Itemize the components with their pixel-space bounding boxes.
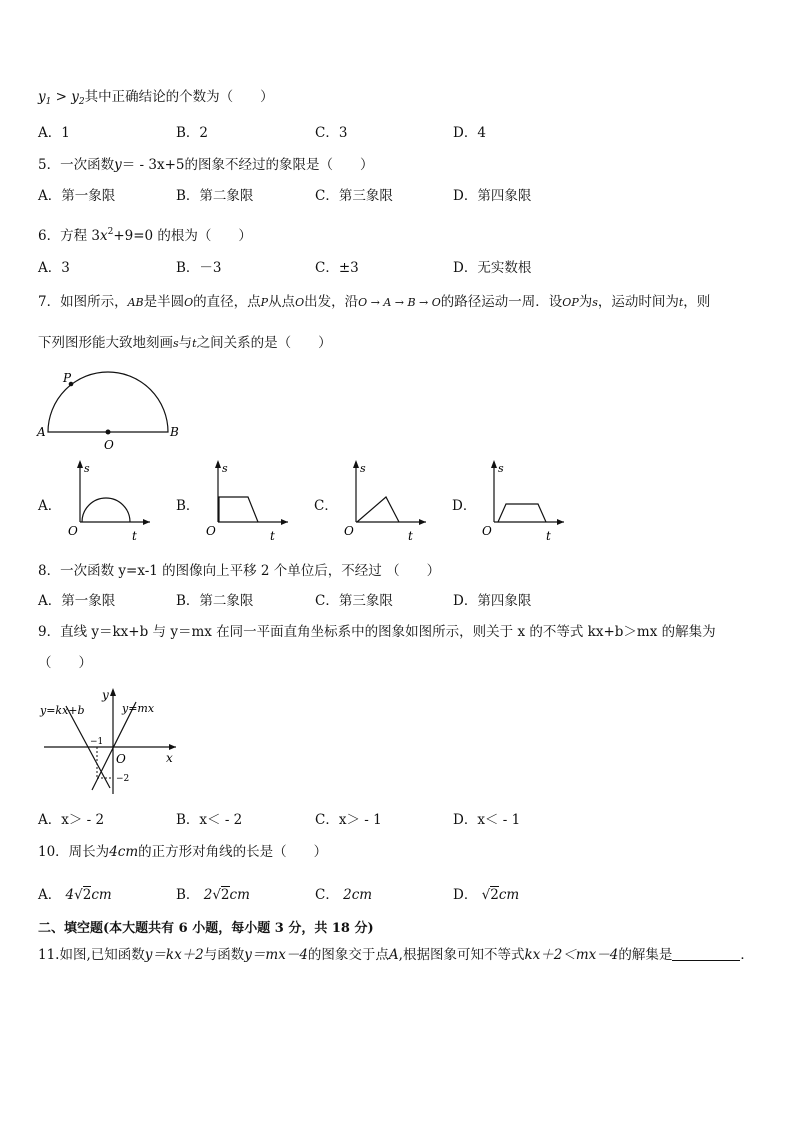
- q11-stem: [38, 946, 754, 964]
- y-arrow: [353, 460, 359, 468]
- q6-prefix: 6．方程 3: [38, 228, 100, 244]
- q7-p4: 从点: [268, 294, 296, 310]
- label-t: t: [546, 529, 551, 543]
- q8-option-c: C．第三象限: [315, 593, 393, 609]
- q7-s2: s: [173, 337, 179, 350]
- q10-option-d: [453, 886, 519, 904]
- label-s: s: [222, 462, 228, 475]
- q4-tail-text: 其中正确结论的个数为（ ）: [84, 89, 274, 105]
- q4-option-c: C．3: [315, 125, 348, 141]
- q7-t2: t: [192, 337, 197, 350]
- q5-prefix: 5．一次函数: [38, 157, 115, 173]
- q7-p: P: [260, 296, 269, 309]
- q5-option-c: C．第三象限: [315, 188, 393, 204]
- q7-line2a: 下列图形能大致地刻画: [38, 335, 173, 351]
- q11-p4: ,根据图象可知不等式: [398, 947, 525, 963]
- label-t: t: [270, 529, 275, 543]
- q5-option-a: A．第一象限: [38, 188, 116, 204]
- label-t: t: [132, 529, 137, 543]
- q9-line-graph: [36, 686, 186, 798]
- q7-op: OP: [562, 296, 579, 309]
- q8-option-d: D．第四象限: [453, 593, 532, 609]
- q7-o: O: [184, 296, 194, 309]
- q10-option-b-coef: 2: [203, 887, 213, 903]
- q5-option-d: D．第四象限: [453, 188, 532, 204]
- q7-line2b: 与: [178, 335, 193, 351]
- label-neg1: −1: [90, 737, 104, 747]
- q10-prefix: 10．周长为: [38, 844, 110, 860]
- q6-option-b: B．－3: [176, 260, 222, 276]
- q5-formula-y: y: [114, 157, 122, 173]
- q11-f3: kx＋2＜mx－4: [524, 947, 619, 963]
- q8-option-b: B．第二象限: [176, 593, 254, 609]
- q10-option-a-letter: A．: [38, 887, 62, 903]
- label-o: O: [344, 524, 354, 538]
- q6-options: [38, 259, 758, 277]
- curve: [498, 504, 546, 522]
- q5-stem: [38, 156, 373, 174]
- q10-option-b: [176, 886, 250, 904]
- q10-option-a: [38, 886, 112, 904]
- x-arrow: [169, 744, 176, 750]
- q8-options: [38, 592, 758, 610]
- q10-options: [38, 886, 758, 904]
- q7-line2c: 之间关系的是（ ）: [196, 335, 332, 351]
- q10-option-d-unit: cm: [498, 887, 520, 903]
- label-kx-b: y=kx+b: [40, 704, 85, 717]
- q4-tail-line: [38, 88, 274, 111]
- q9-stem-line2: （ ）: [38, 655, 92, 671]
- center-point: [106, 430, 111, 435]
- sqrt-symbol: √: [481, 887, 491, 903]
- q5-suffix: 的图象不经过的象限是（ ）: [184, 157, 374, 173]
- q10-option-b-letter: B．: [176, 887, 200, 903]
- q11-a: A: [388, 947, 399, 963]
- q6-suffix: +9=0 的根为（ ）: [113, 228, 252, 244]
- q7-p9: ，则: [683, 294, 711, 310]
- x-arrow: [143, 519, 150, 525]
- q10-option-d-letter: D．: [453, 887, 478, 903]
- y-arrow: [491, 460, 497, 468]
- q4-options: [38, 124, 758, 142]
- q7-option-a-graph: [64, 458, 154, 543]
- q7-s: s: [592, 296, 598, 309]
- q5-formula-rest: ＝ - 3x+5: [121, 157, 185, 173]
- label-o: O: [482, 524, 492, 538]
- q6-option-a: A．3: [38, 260, 70, 276]
- q10-suffix: 的正方形对角线的长是（ ）: [138, 844, 328, 860]
- q7-p5: 出发，沿: [304, 294, 359, 310]
- q7-ab: AB: [127, 296, 144, 309]
- q11-p2: 与函数: [203, 947, 245, 963]
- q10-option-c-value: 2cm: [343, 887, 373, 903]
- x-arrow: [281, 519, 288, 525]
- label-s: s: [360, 462, 366, 475]
- q7-option-d-letter: D．: [452, 498, 477, 514]
- q11-p1: 11.如图,已知函数: [38, 947, 145, 963]
- q7-stem-line2: [38, 334, 332, 353]
- q7-path: O → A → B → O: [358, 296, 441, 309]
- y-arrow: [110, 688, 116, 696]
- q10-value: 4cm: [109, 844, 139, 860]
- curve: [219, 497, 258, 522]
- sqrt-symbol: √: [74, 887, 83, 903]
- x-arrow: [557, 519, 564, 525]
- q7-option-d-graph: [478, 458, 568, 543]
- q10-option-a-unit: cm: [91, 887, 112, 903]
- q7-p2: 是半圆: [143, 294, 185, 310]
- q9-option-c: C．x＞ - 1: [315, 812, 382, 828]
- q11-f2: y＝mx－4: [244, 947, 308, 963]
- label-p: P: [63, 371, 72, 385]
- q6-x: x: [99, 228, 108, 244]
- label-t: t: [408, 529, 413, 543]
- label-s: s: [498, 462, 504, 475]
- x-arrow: [419, 519, 426, 525]
- q7-option-b-graph: [202, 458, 292, 543]
- q11-f1: y＝kx＋2: [144, 947, 204, 963]
- q4-option-b: B．2: [176, 125, 209, 141]
- q7-p8: ，运动时间为: [597, 294, 679, 310]
- q7-stem-line1: [38, 293, 710, 312]
- label-y: y: [102, 688, 109, 702]
- label-mx: y=mx: [122, 702, 155, 715]
- q4-formula: $y_1 > y_2$: [38, 89, 85, 107]
- label-a: A: [37, 425, 46, 439]
- q7-option-a-letter: A．: [38, 498, 62, 514]
- q7-option-c-letter: C．: [314, 498, 338, 514]
- q10-stem: [38, 843, 327, 861]
- q7-option-c-graph: [340, 458, 430, 543]
- sqrt-symbol: √: [212, 887, 221, 903]
- curve: [357, 497, 399, 522]
- q6-exponent: 2: [107, 227, 114, 237]
- q11-end: ．: [740, 947, 754, 963]
- q4-option-d: D．4: [453, 125, 486, 141]
- q11-p3: 的图象交于点: [307, 947, 389, 963]
- q10-option-c-letter: C．: [315, 887, 339, 903]
- section2-title: 二、填空题(本大题共有 6 小题，每小题 3 分，共 18 分): [38, 921, 374, 936]
- q6-option-c: C．±3: [315, 260, 359, 276]
- label-x: x: [166, 751, 173, 765]
- q11-p5: 的解集是: [618, 947, 673, 963]
- q9-option-b: B．x＜ - 2: [176, 812, 243, 828]
- q8-stem: 8．一次函数 y=x-1 的图像向上平移 2 个单位后，不经过 （ ）: [38, 563, 441, 579]
- q7-p1: 7．如图所示，: [38, 294, 128, 310]
- q10-option-b-radicand: 2: [220, 887, 230, 903]
- q6-stem: [38, 223, 252, 245]
- q10-option-a-radicand: 2: [82, 887, 92, 903]
- label-s: s: [84, 462, 90, 475]
- q10-option-a-coef: 4: [65, 887, 75, 903]
- q10-option-b-unit: cm: [229, 887, 250, 903]
- label-o: O: [104, 438, 114, 452]
- q10-option-c: [315, 886, 372, 904]
- curve: [82, 498, 130, 522]
- y-arrow: [215, 460, 221, 468]
- label-o: O: [206, 524, 216, 538]
- q5-options: [38, 187, 758, 205]
- q6-option-d: D．无实数根: [453, 260, 532, 276]
- q7-p3: 的直径，点: [193, 294, 261, 310]
- q9-options: [38, 811, 758, 829]
- answer-blank[interactable]: [672, 946, 740, 961]
- q4-option-a: A．1: [38, 125, 70, 141]
- q5-option-b: B．第二象限: [176, 188, 254, 204]
- label-b: B: [170, 425, 179, 439]
- q8-option-a: A．第一象限: [38, 593, 116, 609]
- q7-p6: 的路径运动一周．设: [440, 294, 563, 310]
- label-o: O: [68, 524, 78, 538]
- label-o: O: [116, 752, 126, 766]
- q7-t: t: [678, 296, 684, 309]
- q7-p7: 为: [578, 294, 593, 310]
- q9-stem-line1: 9．直线 y＝kx+b 与 y＝mx 在同一平面直角坐标系中的图象如图所示，则关于 x 的不等式 kx+b＞mx 的解集为: [38, 624, 716, 640]
- label-neg2: −2: [116, 774, 130, 784]
- y-arrow: [77, 460, 83, 468]
- q7-option-b-letter: B．: [176, 498, 200, 514]
- q7-o2: O: [295, 296, 305, 309]
- q9-option-a: A．x＞ - 2: [38, 812, 105, 828]
- q7-semicircle-figure: [30, 360, 190, 452]
- q10-option-d-radicand: 2: [490, 887, 499, 903]
- q9-option-d: D．x＜ - 1: [453, 812, 521, 828]
